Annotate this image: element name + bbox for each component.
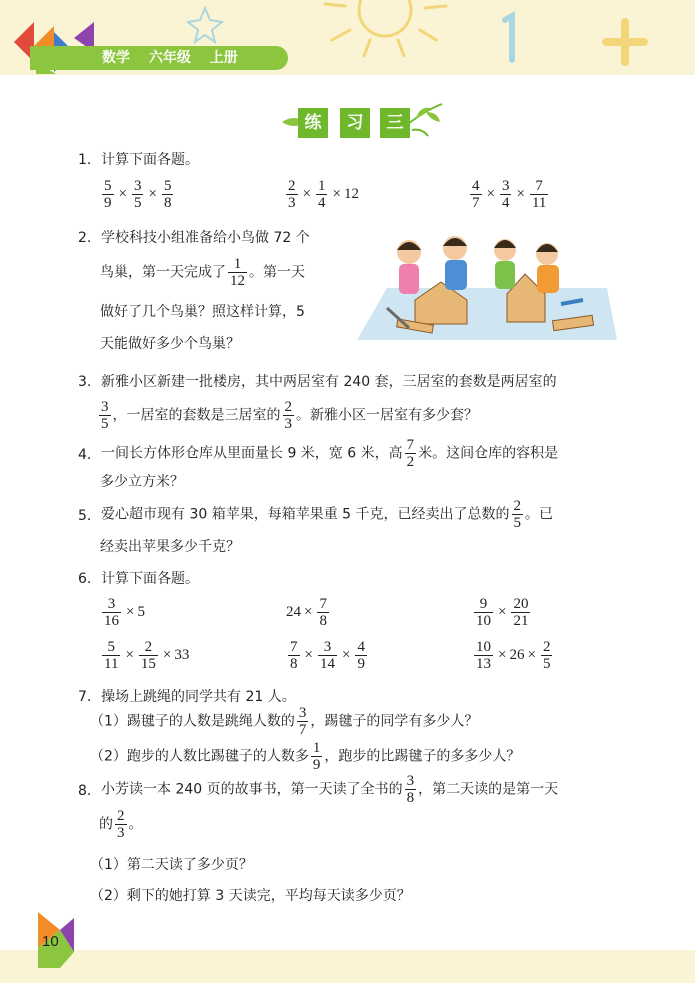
problem-1-number: 1.: [78, 152, 92, 168]
problem-6-expr-5: $\frac{7}{8}$ × $\frac{3}{14}$ × $\frac{4}{9}$: [290, 639, 365, 672]
problem-6-text: 计算下面各题。: [101, 571, 199, 587]
fraction: $\frac{10}{13}$: [476, 639, 491, 672]
problem-3-line-1: 新雅小区新建一批楼房，其中两居室有 240 套，三居室的套数是两居室的: [101, 374, 557, 390]
problem-4-line-2: 多少立方米？: [100, 474, 184, 490]
fraction: $\frac{2}{5}$: [513, 498, 522, 531]
problem-1-expr-2: $\frac{2}{3}$ × $\frac{1}{4}$ × 12: [288, 178, 359, 211]
problem-8-sub-2: （2）剩下的她打算 3 天读完，平均每天读多少页？: [90, 888, 411, 904]
problem-6-expr-3: $\frac{9}{10}$ × $\frac{20}{21}$: [476, 596, 529, 629]
problem-3-number: 3.: [78, 374, 92, 390]
problem-5-line-1: 爱心超市现有 30 箱苹果，每箱苹果重 5 千克，已经卖出了总数的 $\frac{2}{5}$ 。已: [101, 498, 554, 531]
fraction: $\frac{2}{3}$: [284, 399, 292, 432]
fraction: $\frac{3}{5}$: [101, 399, 109, 432]
fraction: $\frac{2}{15}$: [140, 639, 156, 672]
problem-6-expr-4: $\frac{5}{11}$ × $\frac{2}{15}$ × 33: [104, 639, 190, 672]
fraction: $\frac{1}{4}$: [317, 178, 326, 211]
problem-6-number: 6.: [78, 571, 92, 587]
problem-1-expr-3: $\frac{4}{7}$ × $\frac{3}{4}$ × $\frac{7}{11}$: [472, 178, 547, 211]
fraction: $\frac{5}{11}$: [104, 639, 119, 672]
fraction: $\frac{7}{2}$: [406, 437, 415, 470]
problem-8-sub-1: （1）第二天读了多少页？: [90, 857, 253, 873]
problem-2-number: 2.: [78, 230, 92, 246]
problem-2-line-2: 鸟巢，第一天完成了 $\frac{1}{12}$ 。第一天: [100, 256, 305, 289]
fraction: $\frac{3}{7}$: [298, 705, 307, 738]
problem-3-line-2: $\frac{3}{5}$ ，一居室的套数是三居室的 $\frac{2}{3}$ 。新雅小区一居室有多少套？: [101, 399, 478, 432]
fraction: $\frac{20}{21}$: [513, 596, 529, 629]
problem-6-expr-6: $\frac{10}{13}$ × 26 × $\frac{2}{5}$: [476, 639, 551, 672]
fraction: $\frac{7}{8}$: [319, 596, 327, 629]
problem-6-expr-1: $\frac{3}{16}$ × 5: [104, 596, 145, 629]
fraction: $\frac{9}{10}$: [476, 596, 491, 629]
fraction: $\frac{1}{12}$: [230, 256, 245, 289]
fraction: $\frac{5}{9}$: [104, 178, 112, 211]
exercise-title: [280, 100, 445, 140]
fraction: $\frac{3}{4}$: [501, 178, 510, 211]
fraction: $\frac{3}{5}$: [133, 178, 142, 211]
problem-5-line-2: 经卖出苹果多少千克？: [100, 539, 240, 555]
problem-2-line-3: 做好了几个鸟巢？照这样计算，5: [100, 304, 305, 320]
problem-8-line-1: 小芳读一本 240 页的故事书，第一天读了全书的 $\frac{3}{8}$ ，第二天读的是第一天: [101, 773, 559, 806]
fraction: $\frac{7}{11}$: [531, 178, 547, 211]
page-number: 10: [42, 933, 59, 950]
problem-7-sub-2: （2）跑步的人数比踢毽子的人数多 $\frac{1}{9}$ ，跑步的比踢毽子的多多少人？: [90, 740, 521, 773]
fraction: $\frac{3}{16}$: [104, 596, 119, 629]
problem-2-line-1: 学校科技小组准备给小鸟做 72 个: [101, 230, 310, 246]
problem-1-text: 计算下面各题。: [101, 152, 199, 168]
fraction: $\frac{2}{3}$: [288, 178, 296, 211]
problem-1-expr-1: $\frac{5}{9}$ × $\frac{3}{5}$ × $\frac{5}{8}$: [104, 178, 172, 211]
title-char-3: 三: [380, 108, 410, 138]
header-volume: 上册: [209, 50, 238, 66]
problem-8-line-2: 的 $\frac{2}{3}$ 。: [99, 808, 143, 841]
problem-4-line-1: 一间长方体形仓库从里面量长 9 米，宽 6 米，高 $\frac{7}{2}$ 米。这间仓库的容积是: [101, 437, 559, 470]
fraction: $\frac{4}{9}$: [357, 639, 365, 672]
problem-2-line-4: 天能做好多少个鸟巢？: [100, 336, 240, 352]
fraction: $\frac{5}{8}$: [163, 178, 172, 211]
header-text: [102, 48, 252, 68]
title-char-1: 练: [298, 108, 328, 138]
fraction: $\frac{4}{7}$: [472, 178, 480, 211]
fraction: $\frac{2}{5}$: [542, 639, 551, 672]
footer-band: [0, 950, 695, 983]
problem-7-text: 操场上跳绳的同学共有 21 人。: [101, 689, 296, 705]
header-grade: 六年级: [148, 50, 191, 66]
title-char-2: 习: [340, 108, 370, 138]
problem-5-number: 5.: [78, 508, 92, 524]
fraction: $\frac{3}{8}$: [406, 773, 415, 806]
problem-4-number: 4.: [78, 447, 92, 463]
fraction: $\frac{1}{9}$: [312, 740, 321, 773]
problem-6-expr-2: 24 × $\frac{7}{8}$: [286, 596, 327, 629]
fraction: $\frac{7}{8}$: [290, 639, 298, 672]
kids-building-birdhouses-illustration: [357, 230, 617, 342]
problem-7-number: 7.: [78, 689, 92, 705]
problem-7-sub-1: （1）踢毽子的人数是跳绳人数的 $\frac{3}{7}$ ，踢毽子的同学有多少人？: [90, 705, 479, 738]
header-subject: 数学: [102, 50, 130, 66]
fraction: $\frac{3}{14}$: [319, 639, 335, 672]
problem-8-number: 8.: [78, 783, 92, 799]
fraction: $\frac{2}{3}$: [117, 808, 125, 841]
